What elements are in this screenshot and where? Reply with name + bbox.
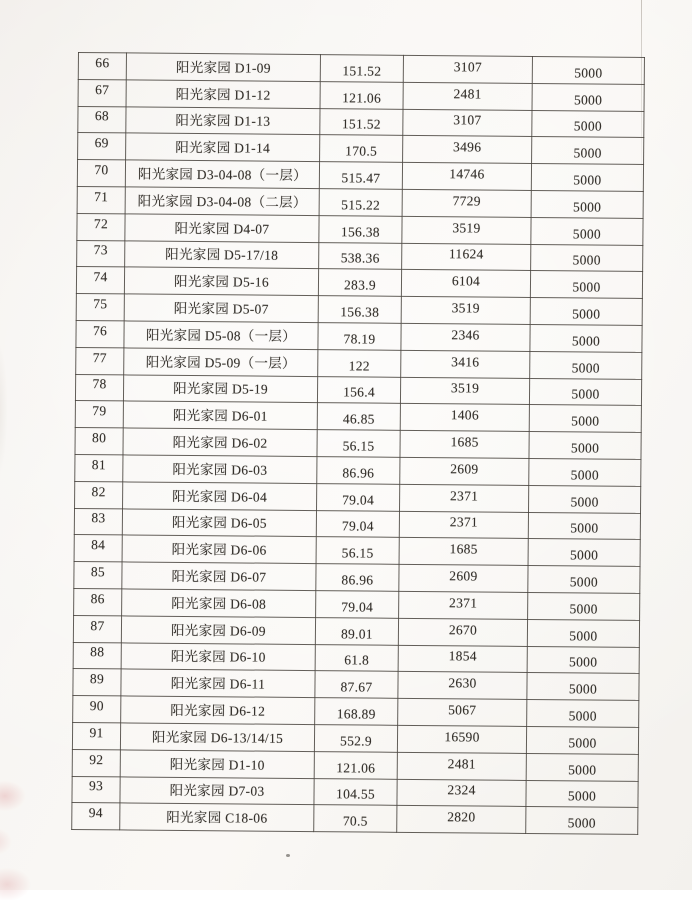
unit-name-cell: 阳光家园 D6-11 bbox=[121, 669, 315, 697]
value1-cell: 56.15 bbox=[317, 430, 400, 458]
value3-cell: 5000 bbox=[531, 217, 643, 245]
value2-cell: 2371 bbox=[400, 484, 529, 512]
value1-cell: 168.89 bbox=[315, 698, 398, 726]
value1-cell: 86.96 bbox=[317, 457, 400, 485]
row-number-cell: 76 bbox=[76, 320, 124, 347]
unit-name-cell: 阳光家园 D4-07 bbox=[125, 214, 319, 242]
value3-cell: 5000 bbox=[529, 432, 641, 460]
value1-cell: 104.55 bbox=[314, 778, 397, 806]
value1-cell: 79.04 bbox=[316, 510, 399, 538]
value1-cell: 151.52 bbox=[320, 55, 403, 83]
value1-cell: 121.06 bbox=[320, 81, 403, 109]
unit-name-cell: 阳光家园 D6-01 bbox=[123, 401, 317, 429]
value3-cell: 5000 bbox=[530, 351, 642, 379]
row-number-cell: 89 bbox=[73, 669, 121, 696]
row-number-cell: 88 bbox=[73, 642, 121, 669]
unit-name-cell: 阳光家园 D6-02 bbox=[123, 428, 317, 456]
unit-name-cell: 阳光家园 D5-09（一层） bbox=[124, 348, 318, 376]
value3-cell: 5000 bbox=[532, 83, 644, 111]
value3-cell: 5000 bbox=[527, 646, 639, 674]
value3-cell: 5000 bbox=[528, 539, 640, 567]
value3-cell: 5000 bbox=[530, 298, 642, 326]
value3-cell: 5000 bbox=[529, 458, 641, 486]
unit-name-cell: 阳光家园 D6-08 bbox=[122, 589, 316, 617]
value3-cell: 5000 bbox=[527, 700, 639, 728]
value3-cell: 5000 bbox=[527, 619, 639, 647]
table-body bbox=[72, 53, 645, 835]
value3-cell: 5000 bbox=[526, 807, 638, 835]
value3-cell: 5000 bbox=[530, 324, 642, 352]
value2-cell: 2481 bbox=[403, 82, 532, 110]
row-number-cell: 77 bbox=[76, 347, 124, 374]
table-container bbox=[71, 52, 645, 835]
row-number-cell: 68 bbox=[78, 106, 126, 133]
row-number-cell: 69 bbox=[78, 133, 126, 160]
value2-cell: 7729 bbox=[402, 189, 531, 217]
value2-cell: 3519 bbox=[400, 377, 529, 405]
value2-cell: 3107 bbox=[403, 55, 532, 83]
row-number-cell: 80 bbox=[75, 428, 123, 455]
value1-cell: 89.01 bbox=[315, 617, 398, 645]
table-row bbox=[72, 803, 638, 835]
unit-name-cell: 阳光家园 D6-10 bbox=[121, 642, 315, 670]
unit-payment-table bbox=[71, 52, 645, 835]
unit-name-cell: 阳光家园 D3-04-08（二层） bbox=[125, 187, 319, 215]
unit-name-cell: 阳光家园 D6-06 bbox=[122, 535, 316, 563]
value1-cell: 121.06 bbox=[314, 751, 397, 779]
unit-name-cell: 阳光家园 D1-14 bbox=[126, 133, 320, 161]
value2-cell: 1685 bbox=[399, 538, 528, 566]
value2-cell: 3496 bbox=[403, 136, 532, 164]
value1-cell: 86.96 bbox=[316, 564, 399, 592]
value2-cell: 1854 bbox=[398, 645, 527, 673]
value3-cell: 5000 bbox=[531, 164, 643, 192]
row-number-cell: 75 bbox=[76, 294, 124, 321]
row-number-cell: 81 bbox=[75, 454, 123, 481]
value2-cell: 2346 bbox=[401, 323, 530, 351]
value3-cell: 5000 bbox=[529, 405, 641, 433]
value2-cell: 3107 bbox=[403, 109, 532, 137]
value3-cell: 5000 bbox=[529, 378, 641, 406]
value2-cell: 3519 bbox=[401, 297, 530, 325]
value1-cell: 283.9 bbox=[318, 269, 401, 297]
value1-cell: 61.8 bbox=[315, 644, 398, 672]
value1-cell: 46.85 bbox=[317, 403, 400, 431]
value2-cell: 2609 bbox=[400, 457, 529, 485]
value2-cell: 2324 bbox=[397, 779, 526, 807]
row-number-cell: 71 bbox=[77, 186, 125, 213]
value2-cell: 14746 bbox=[402, 163, 531, 191]
row-number-cell: 66 bbox=[78, 53, 126, 80]
unit-name-cell: 阳光家园 D6-09 bbox=[121, 616, 315, 644]
value1-cell: 170.5 bbox=[320, 135, 403, 163]
row-number-cell: 78 bbox=[75, 374, 123, 401]
value2-cell: 2820 bbox=[397, 806, 526, 834]
stray-ink-dot bbox=[286, 854, 290, 857]
unit-name-cell: 阳光家园 D6-04 bbox=[123, 482, 317, 510]
value1-cell: 87.67 bbox=[315, 671, 398, 699]
value2-cell: 11624 bbox=[402, 243, 531, 271]
row-number-cell: 86 bbox=[74, 588, 122, 615]
value1-cell: 122 bbox=[318, 349, 401, 377]
row-number-cell: 74 bbox=[76, 267, 124, 294]
value3-cell: 5000 bbox=[532, 56, 644, 84]
value1-cell: 156.38 bbox=[318, 296, 401, 324]
value3-cell: 5000 bbox=[529, 485, 641, 513]
value3-cell: 5000 bbox=[526, 726, 638, 754]
value2-cell: 2609 bbox=[399, 564, 528, 592]
value2-cell: 2481 bbox=[397, 752, 526, 780]
value3-cell: 5000 bbox=[526, 780, 638, 808]
value2-cell: 5067 bbox=[398, 698, 527, 726]
row-number-cell: 84 bbox=[74, 535, 122, 562]
unit-name-cell: 阳光家园 D1-09 bbox=[126, 53, 320, 81]
value3-cell: 5000 bbox=[528, 512, 640, 540]
value1-cell: 552.9 bbox=[314, 725, 397, 753]
value1-cell: 515.22 bbox=[319, 189, 402, 217]
value2-cell: 1406 bbox=[400, 404, 529, 432]
unit-name-cell: 阳光家园 D6-12 bbox=[121, 696, 315, 724]
unit-name-cell: 阳光家园 D6-13/14/15 bbox=[120, 723, 314, 751]
unit-name-cell: 阳光家园 D5-19 bbox=[123, 374, 317, 402]
row-number-cell: 92 bbox=[72, 749, 120, 776]
value1-cell: 156.38 bbox=[319, 215, 402, 243]
unit-name-cell: 阳光家园 D6-03 bbox=[123, 455, 317, 483]
unit-name-cell: 阳光家园 D5-08（一层） bbox=[124, 321, 318, 349]
value3-cell: 5000 bbox=[531, 244, 643, 272]
unit-name-cell: 阳光家园 D6-07 bbox=[122, 562, 316, 590]
value2-cell: 6104 bbox=[401, 270, 530, 298]
row-number-cell: 67 bbox=[78, 79, 126, 106]
value1-cell: 515.47 bbox=[319, 162, 402, 190]
value1-cell: 79.04 bbox=[317, 483, 400, 511]
unit-name-cell: 阳光家园 D1-12 bbox=[126, 80, 320, 108]
value1-cell: 538.36 bbox=[319, 242, 402, 270]
row-number-cell: 82 bbox=[75, 481, 123, 508]
unit-name-cell: 阳光家园 C18-06 bbox=[120, 803, 314, 831]
value2-cell: 2371 bbox=[399, 511, 528, 539]
unit-name-cell: 阳光家园 D7-03 bbox=[120, 776, 314, 804]
value3-cell: 5000 bbox=[527, 673, 639, 701]
value1-cell: 78.19 bbox=[318, 323, 401, 351]
row-number-cell: 87 bbox=[73, 615, 121, 642]
row-number-cell: 93 bbox=[72, 776, 120, 803]
value2-cell: 2670 bbox=[398, 618, 527, 646]
unit-name-cell: 阳光家园 D3-04-08（一层） bbox=[125, 160, 319, 188]
unit-name-cell: 阳光家园 D6-05 bbox=[122, 508, 316, 536]
unit-name-cell: 阳光家园 D5-16 bbox=[124, 267, 318, 295]
row-number-cell: 70 bbox=[77, 160, 125, 187]
value3-cell: 5000 bbox=[526, 753, 638, 781]
row-number-cell: 79 bbox=[75, 401, 123, 428]
unit-name-cell: 阳光家园 D1-10 bbox=[120, 750, 314, 778]
value3-cell: 5000 bbox=[528, 566, 640, 594]
unit-name-cell: 阳光家园 D5-07 bbox=[124, 294, 318, 322]
value3-cell: 5000 bbox=[528, 592, 640, 620]
value1-cell: 151.52 bbox=[320, 108, 403, 136]
value3-cell: 5000 bbox=[532, 137, 644, 165]
value2-cell: 2630 bbox=[398, 672, 527, 700]
value2-cell: 3416 bbox=[401, 350, 530, 378]
unit-name-cell: 阳光家园 D5-17/18 bbox=[125, 240, 319, 268]
value3-cell: 5000 bbox=[531, 190, 643, 218]
value1-cell: 70.5 bbox=[314, 805, 397, 833]
row-number-cell: 73 bbox=[77, 240, 125, 267]
value2-cell: 2371 bbox=[399, 591, 528, 619]
row-number-cell: 83 bbox=[74, 508, 122, 535]
value3-cell: 5000 bbox=[530, 271, 642, 299]
row-number-cell: 94 bbox=[72, 803, 120, 830]
value2-cell: 1685 bbox=[400, 430, 529, 458]
value1-cell: 56.15 bbox=[316, 537, 399, 565]
value2-cell: 3519 bbox=[402, 216, 531, 244]
scan-smudge-left bbox=[0, 300, 18, 520]
row-number-cell: 85 bbox=[74, 562, 122, 589]
value1-cell: 156.4 bbox=[317, 376, 400, 404]
value3-cell: 5000 bbox=[532, 110, 644, 138]
row-number-cell: 91 bbox=[72, 722, 120, 749]
value2-cell: 16590 bbox=[397, 725, 526, 753]
row-number-cell: 90 bbox=[73, 696, 121, 723]
value1-cell: 79.04 bbox=[316, 591, 399, 619]
unit-name-cell: 阳光家园 D1-13 bbox=[126, 107, 320, 135]
row-number-cell: 72 bbox=[77, 213, 125, 240]
